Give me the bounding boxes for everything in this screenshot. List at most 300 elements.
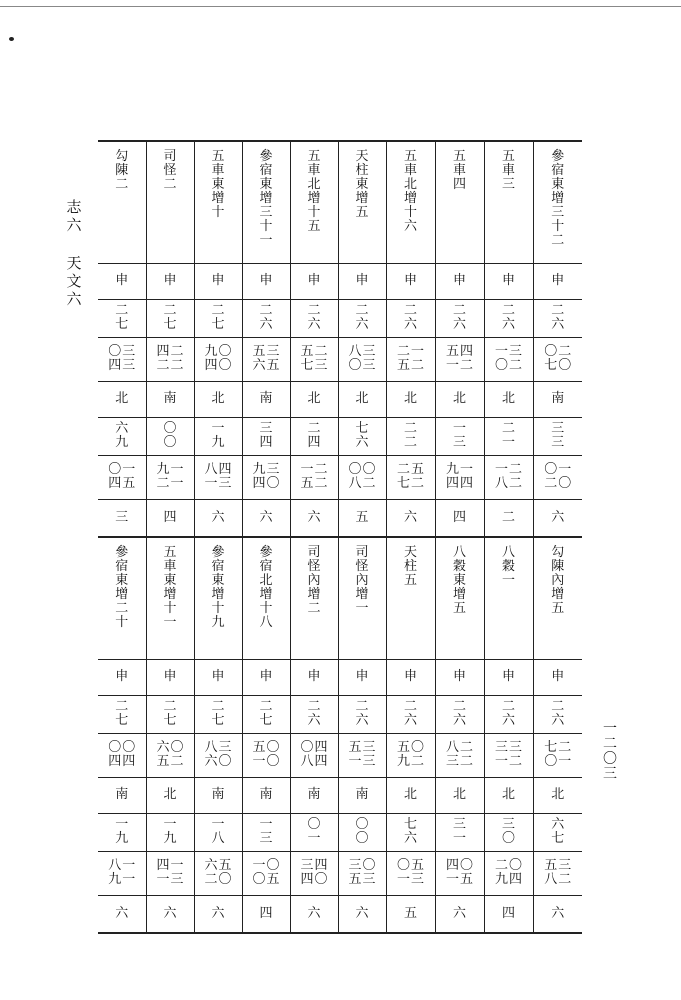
lodge-cell-text: 申 bbox=[403, 669, 417, 684]
direction-cell bbox=[194, 777, 242, 813]
direction-cell bbox=[533, 777, 582, 813]
direction-cell bbox=[146, 381, 194, 417]
degree-cell bbox=[338, 695, 386, 733]
table-row bbox=[98, 813, 582, 851]
star-name: 司 怪 內 增 一 bbox=[355, 545, 369, 616]
latitude-minute-cell-text: 四 〇 三 四 bbox=[300, 858, 328, 887]
latitude-degree-cell bbox=[533, 417, 582, 455]
latitude-minute-cell bbox=[533, 851, 582, 895]
direction-cell-text: 北 bbox=[452, 391, 466, 406]
star-name-cell bbox=[242, 141, 290, 263]
magnitude-cell-text: 三 bbox=[115, 509, 129, 525]
degree-cell-text: 二 六 bbox=[501, 303, 515, 332]
direction-cell bbox=[435, 381, 484, 417]
minute-cell bbox=[338, 733, 386, 777]
magnitude-cell-text: 六 bbox=[115, 905, 129, 921]
latitude-minute-cell bbox=[435, 455, 484, 499]
table-row bbox=[98, 499, 582, 537]
direction-cell-text: 南 bbox=[163, 391, 177, 406]
latitude-degree-cell-text: 三 三 bbox=[551, 421, 565, 450]
minute-cell-text: 三 〇 八 六 bbox=[204, 740, 232, 769]
minute-cell-text: 三 五 五 六 bbox=[252, 344, 280, 373]
magnitude-cell-text: 六 bbox=[163, 905, 177, 921]
star-name: 參 宿 東 增 三 十 二 bbox=[551, 149, 565, 248]
degree-cell-text: 二 七 bbox=[163, 303, 177, 332]
table-row bbox=[98, 895, 582, 933]
star-name-cell bbox=[98, 537, 146, 659]
latitude-degree-cell-text: 三 四 bbox=[259, 421, 273, 450]
magnitude-cell-text: 六 bbox=[307, 509, 321, 525]
star-name: 天 柱 東 增 五 bbox=[355, 149, 369, 220]
lodge-cell bbox=[290, 263, 338, 299]
minute-cell bbox=[386, 337, 435, 381]
latitude-degree-cell bbox=[435, 813, 484, 851]
degree-cell bbox=[290, 299, 338, 337]
latitude-degree-cell bbox=[484, 417, 533, 455]
lodge-cell-text: 申 bbox=[551, 273, 565, 288]
star-name-cell bbox=[146, 141, 194, 263]
latitude-minute-cell-text: 五 〇 六 二 bbox=[204, 858, 232, 887]
direction-cell-text: 南 bbox=[259, 787, 273, 802]
latitude-minute-cell bbox=[194, 851, 242, 895]
star-name-cell bbox=[98, 141, 146, 263]
magnitude-cell-text: 六 bbox=[211, 905, 225, 921]
direction-cell-text: 北 bbox=[163, 787, 177, 802]
chapter-margin-label bbox=[64, 198, 84, 308]
latitude-degree-cell bbox=[194, 417, 242, 455]
lodge-cell-text: 申 bbox=[211, 669, 225, 684]
chapter-title: 志 六 bbox=[66, 198, 82, 234]
lodge-cell bbox=[290, 659, 338, 695]
star-name-cell bbox=[194, 141, 242, 263]
table-row bbox=[98, 263, 582, 299]
latitude-minute-cell-text: 三 二 五 八 bbox=[544, 858, 572, 887]
latitude-degree-cell bbox=[146, 417, 194, 455]
latitude-minute-cell-text: 一 一 八 九 bbox=[108, 858, 136, 887]
latitude-degree-cell bbox=[338, 417, 386, 455]
latitude-degree-cell bbox=[242, 417, 290, 455]
star-name-cell bbox=[194, 537, 242, 659]
magnitude-cell bbox=[290, 499, 338, 537]
degree-cell bbox=[242, 695, 290, 733]
star-name: 參 宿 東 增 三 十 一 bbox=[259, 149, 273, 248]
lodge-cell-text: 申 bbox=[355, 669, 369, 684]
direction-cell bbox=[533, 381, 582, 417]
latitude-minute-cell bbox=[146, 455, 194, 499]
magnitude-cell-text: 五 bbox=[403, 905, 417, 921]
degree-cell bbox=[98, 695, 146, 733]
minute-cell bbox=[386, 733, 435, 777]
latitude-degree-cell-text: 三 一 bbox=[452, 817, 466, 846]
direction-cell bbox=[242, 381, 290, 417]
latitude-minute-cell bbox=[98, 851, 146, 895]
latitude-minute-cell bbox=[435, 851, 484, 895]
minute-cell bbox=[338, 337, 386, 381]
star-name-cell bbox=[386, 141, 435, 263]
star-name: 八 穀 一 bbox=[501, 545, 515, 588]
latitude-minute-cell bbox=[290, 851, 338, 895]
latitude-minute-cell bbox=[386, 455, 435, 499]
latitude-minute-cell-text: 五 二 二 七 bbox=[396, 462, 424, 491]
degree-cell bbox=[484, 299, 533, 337]
table-row bbox=[98, 299, 582, 337]
minute-cell-text: 三 三 八 〇 bbox=[348, 344, 376, 373]
lodge-cell bbox=[484, 659, 533, 695]
lodge-cell bbox=[435, 263, 484, 299]
star-name: 五 車 東 增 十 一 bbox=[163, 545, 177, 630]
magnitude-cell bbox=[338, 499, 386, 537]
magnitude-cell bbox=[194, 895, 242, 933]
direction-cell-text: 南 bbox=[115, 787, 129, 802]
degree-cell bbox=[194, 695, 242, 733]
star-name-row bbox=[98, 537, 582, 659]
lodge-cell-text: 申 bbox=[115, 669, 129, 684]
degree-cell-text: 二 七 bbox=[115, 303, 129, 332]
direction-cell-text: 南 bbox=[307, 787, 321, 802]
magnitude-cell bbox=[484, 499, 533, 537]
minute-cell-text: 二 二 四 二 bbox=[156, 344, 184, 373]
lodge-cell-text: 申 bbox=[163, 669, 177, 684]
star-name-cell bbox=[386, 537, 435, 659]
star-name-cell bbox=[484, 141, 533, 263]
minute-cell-text: 一 二 二 五 bbox=[396, 344, 424, 373]
minute-cell bbox=[435, 337, 484, 381]
latitude-minute-cell-text: 一 四 九 四 bbox=[445, 462, 473, 491]
direction-cell bbox=[290, 777, 338, 813]
star-name-row bbox=[98, 141, 582, 263]
lodge-cell bbox=[533, 659, 582, 695]
star-name-cell bbox=[435, 537, 484, 659]
lodge-cell-text: 申 bbox=[501, 669, 515, 684]
star-catalog-table bbox=[98, 140, 582, 934]
degree-cell bbox=[435, 695, 484, 733]
degree-cell-text: 二 六 bbox=[355, 303, 369, 332]
minute-cell-text: 〇 二 六 五 bbox=[156, 740, 184, 769]
minute-cell-text: 〇 四 〇 四 bbox=[108, 740, 136, 769]
minute-cell bbox=[194, 337, 242, 381]
lodge-cell bbox=[533, 263, 582, 299]
latitude-minute-cell bbox=[386, 851, 435, 895]
lodge-cell bbox=[242, 659, 290, 695]
degree-cell-text: 二 六 bbox=[452, 303, 466, 332]
latitude-degree-cell-text: 一 三 bbox=[452, 421, 466, 450]
lodge-cell-text: 申 bbox=[403, 273, 417, 288]
section-title: 天 文 六 bbox=[66, 254, 82, 308]
direction-cell-text: 北 bbox=[115, 391, 129, 406]
table-row bbox=[98, 733, 582, 777]
magnitude-cell-text: 六 bbox=[403, 509, 417, 525]
degree-cell bbox=[533, 695, 582, 733]
latitude-minute-cell bbox=[338, 851, 386, 895]
latitude-minute-cell-text: 〇 五 四 一 bbox=[445, 858, 473, 887]
degree-cell-text: 二 六 bbox=[307, 303, 321, 332]
minute-cell-text: 二 三 五 七 bbox=[300, 344, 328, 373]
latitude-minute-cell-text: 二 二 一 八 bbox=[494, 462, 522, 491]
star-name: 參 宿 東 增 十 九 bbox=[211, 545, 225, 630]
direction-cell bbox=[435, 777, 484, 813]
lodge-cell-text: 申 bbox=[259, 273, 273, 288]
lodge-cell bbox=[386, 263, 435, 299]
direction-cell bbox=[242, 777, 290, 813]
star-name: 五 車 四 bbox=[452, 149, 466, 192]
latitude-degree-cell-text: 〇 〇 bbox=[163, 421, 177, 450]
latitude-degree-cell bbox=[484, 813, 533, 851]
direction-cell bbox=[194, 381, 242, 417]
magnitude-cell bbox=[242, 499, 290, 537]
latitude-minute-cell bbox=[290, 455, 338, 499]
latitude-degree-cell-text: 六 七 bbox=[551, 817, 565, 846]
magnitude-cell-text: 六 bbox=[551, 509, 565, 525]
minute-cell bbox=[146, 733, 194, 777]
lodge-cell bbox=[338, 263, 386, 299]
magnitude-cell bbox=[146, 499, 194, 537]
latitude-minute-cell bbox=[242, 455, 290, 499]
latitude-minute-cell-text: 〇 三 三 五 bbox=[348, 858, 376, 887]
minute-cell-text: 三 三 五 一 bbox=[348, 740, 376, 769]
direction-cell bbox=[290, 381, 338, 417]
minute-cell-text: 二 二 八 三 bbox=[445, 740, 473, 769]
latitude-minute-cell bbox=[194, 455, 242, 499]
star-name-cell bbox=[242, 537, 290, 659]
page-number-text: 一 二 〇 三 bbox=[603, 721, 617, 782]
table-row bbox=[98, 659, 582, 695]
direction-cell bbox=[386, 777, 435, 813]
minute-cell bbox=[146, 337, 194, 381]
lodge-cell bbox=[484, 263, 533, 299]
magnitude-cell bbox=[386, 895, 435, 933]
direction-cell-text: 北 bbox=[452, 787, 466, 802]
latitude-minute-cell-text: 一 五 〇 四 bbox=[108, 462, 136, 491]
latitude-degree-cell bbox=[98, 417, 146, 455]
degree-cell-text: 二 六 bbox=[355, 699, 369, 728]
minute-cell bbox=[435, 733, 484, 777]
star-name: 五 車 北 增 十 六 bbox=[403, 149, 417, 234]
lodge-cell bbox=[146, 659, 194, 695]
minute-cell bbox=[484, 733, 533, 777]
degree-cell-text: 二 七 bbox=[211, 699, 225, 728]
degree-cell-text: 二 六 bbox=[259, 303, 273, 332]
lodge-cell-text: 申 bbox=[452, 669, 466, 684]
lodge-cell-text: 申 bbox=[452, 273, 466, 288]
latitude-degree-cell bbox=[242, 813, 290, 851]
latitude-minute-cell-text: 二 二 一 五 bbox=[300, 462, 328, 491]
degree-cell bbox=[194, 299, 242, 337]
degree-cell bbox=[386, 695, 435, 733]
star-name: 五 車 東 增 十 bbox=[211, 149, 225, 220]
star-name: 參 宿 東 增 二 十 bbox=[115, 545, 129, 630]
magnitude-cell bbox=[435, 499, 484, 537]
degree-cell-text: 二 六 bbox=[452, 699, 466, 728]
minute-cell-text: 二 一 七 〇 bbox=[544, 740, 572, 769]
degree-cell bbox=[98, 299, 146, 337]
magnitude-cell-text: 四 bbox=[259, 905, 273, 921]
lodge-cell bbox=[98, 263, 146, 299]
direction-cell-text: 北 bbox=[355, 391, 369, 406]
latitude-minute-cell-text: 四 三 八 一 bbox=[204, 462, 232, 491]
degree-cell bbox=[484, 695, 533, 733]
latitude-minute-cell-text: 〇 二 〇 八 bbox=[348, 462, 376, 491]
star-name: 五 車 北 增 十 五 bbox=[307, 149, 321, 234]
degree-cell bbox=[290, 695, 338, 733]
latitude-degree-cell-text: 七 六 bbox=[355, 421, 369, 450]
minute-cell-text: 三 三 〇 四 bbox=[108, 344, 136, 373]
table-row bbox=[98, 455, 582, 499]
degree-cell-text: 二 六 bbox=[403, 699, 417, 728]
star-name-cell bbox=[533, 537, 582, 659]
star-name-cell bbox=[146, 537, 194, 659]
minute-cell bbox=[98, 337, 146, 381]
direction-cell-text: 北 bbox=[307, 391, 321, 406]
latitude-minute-cell-text: 〇 四 二 九 bbox=[494, 858, 522, 887]
direction-cell bbox=[338, 381, 386, 417]
latitude-degree-cell bbox=[338, 813, 386, 851]
magnitude-cell bbox=[194, 499, 242, 537]
direction-cell-text: 南 bbox=[211, 787, 225, 802]
degree-cell bbox=[338, 299, 386, 337]
latitude-degree-cell-text: 三 〇 bbox=[501, 817, 515, 846]
minute-cell-text: 二 〇 〇 七 bbox=[544, 344, 572, 373]
lodge-cell-text: 申 bbox=[307, 669, 321, 684]
latitude-degree-cell-text: 一 九 bbox=[163, 817, 177, 846]
star-name-cell bbox=[484, 537, 533, 659]
minute-cell bbox=[98, 733, 146, 777]
star-name: 司 怪 二 bbox=[163, 149, 177, 192]
lodge-cell-text: 申 bbox=[307, 273, 321, 288]
lodge-cell bbox=[98, 659, 146, 695]
lodge-cell-text: 申 bbox=[115, 273, 129, 288]
direction-cell bbox=[146, 777, 194, 813]
minute-cell bbox=[242, 337, 290, 381]
latitude-minute-cell bbox=[242, 851, 290, 895]
magnitude-cell-text: 二 bbox=[501, 509, 515, 525]
magnitude-cell-text: 六 bbox=[355, 905, 369, 921]
lodge-cell bbox=[146, 263, 194, 299]
direction-cell bbox=[98, 777, 146, 813]
degree-cell-text: 二 七 bbox=[163, 699, 177, 728]
lodge-cell bbox=[194, 659, 242, 695]
star-name: 參 宿 北 增 十 八 bbox=[259, 545, 273, 630]
lodge-cell-text: 申 bbox=[355, 273, 369, 288]
minute-cell bbox=[290, 337, 338, 381]
star-name-cell bbox=[338, 537, 386, 659]
latitude-degree-cell bbox=[290, 813, 338, 851]
magnitude-cell bbox=[338, 895, 386, 933]
degree-cell bbox=[146, 695, 194, 733]
degree-cell bbox=[533, 299, 582, 337]
lodge-cell-text: 申 bbox=[163, 273, 177, 288]
latitude-minute-cell bbox=[484, 851, 533, 895]
star-name-cell bbox=[435, 141, 484, 263]
direction-cell bbox=[484, 777, 533, 813]
direction-cell-text: 北 bbox=[501, 391, 515, 406]
minute-cell-text: 四 四 〇 八 bbox=[300, 740, 328, 769]
direction-cell-text: 南 bbox=[259, 391, 273, 406]
latitude-degree-cell-text: 二 四 bbox=[307, 421, 321, 450]
latitude-minute-cell-text: 一 三 四 一 bbox=[156, 858, 184, 887]
degree-cell-text: 二 六 bbox=[501, 699, 515, 728]
magnitude-cell bbox=[533, 895, 582, 933]
latitude-degree-cell-text: 六 九 bbox=[115, 421, 129, 450]
degree-cell bbox=[386, 299, 435, 337]
latitude-degree-cell bbox=[194, 813, 242, 851]
table-row bbox=[98, 695, 582, 733]
magnitude-cell-text: 四 bbox=[163, 509, 177, 525]
latitude-minute-cell bbox=[484, 455, 533, 499]
latitude-degree-cell-text: 〇 〇 bbox=[355, 817, 369, 846]
magnitude-cell-text: 六 bbox=[452, 905, 466, 921]
minute-cell-text: 〇 〇 九 四 bbox=[204, 344, 232, 373]
magnitude-cell bbox=[98, 895, 146, 933]
latitude-degree-cell-text: 〇 一 bbox=[307, 817, 321, 846]
degree-cell-text: 二 六 bbox=[551, 699, 565, 728]
direction-cell-text: 北 bbox=[551, 787, 565, 802]
magnitude-cell-text: 六 bbox=[551, 905, 565, 921]
latitude-minute-cell bbox=[146, 851, 194, 895]
magnitude-cell bbox=[484, 895, 533, 933]
minute-cell-text: 〇 二 五 九 bbox=[396, 740, 424, 769]
minute-cell bbox=[484, 337, 533, 381]
lodge-cell bbox=[338, 659, 386, 695]
direction-cell-text: 北 bbox=[211, 391, 225, 406]
star-name: 五 車 三 bbox=[501, 149, 515, 192]
latitude-degree-cell bbox=[290, 417, 338, 455]
magnitude-cell-text: 六 bbox=[307, 905, 321, 921]
magnitude-cell-text: 六 bbox=[259, 509, 273, 525]
latitude-degree-cell-text: 七 六 bbox=[403, 817, 417, 846]
star-name: 司 怪 內 增 二 bbox=[307, 545, 321, 616]
magnitude-cell-text: 五 bbox=[355, 509, 369, 525]
lodge-cell-text: 申 bbox=[501, 273, 515, 288]
page-number bbox=[600, 722, 620, 782]
degree-cell bbox=[146, 299, 194, 337]
latitude-degree-cell-text: 一 三 bbox=[259, 817, 273, 846]
table-row bbox=[98, 777, 582, 813]
lodge-cell bbox=[194, 263, 242, 299]
degree-cell bbox=[242, 299, 290, 337]
lodge-cell-text: 申 bbox=[211, 273, 225, 288]
magnitude-cell bbox=[290, 895, 338, 933]
minute-cell bbox=[242, 733, 290, 777]
latitude-minute-cell-text: 一 〇 〇 二 bbox=[544, 462, 572, 491]
lodge-cell-text: 申 bbox=[259, 669, 273, 684]
minute-cell bbox=[290, 733, 338, 777]
magnitude-cell bbox=[435, 895, 484, 933]
degree-cell-text: 二 六 bbox=[551, 303, 565, 332]
star-name: 勾 陳 二 bbox=[115, 149, 129, 192]
magnitude-cell-text: 六 bbox=[211, 509, 225, 525]
latitude-minute-cell bbox=[533, 455, 582, 499]
latitude-degree-cell-text: 二 二 bbox=[403, 421, 417, 450]
degree-cell-text: 二 六 bbox=[307, 699, 321, 728]
latitude-degree-cell-text: 一 九 bbox=[211, 421, 225, 450]
latitude-degree-cell-text: 二 一 bbox=[501, 421, 515, 450]
star-name-cell bbox=[338, 141, 386, 263]
latitude-minute-cell-text: 〇 五 一 〇 bbox=[252, 858, 280, 887]
latitude-degree-cell-text: 一 八 bbox=[211, 817, 225, 846]
star-name: 天 柱 五 bbox=[403, 545, 417, 588]
degree-cell bbox=[435, 299, 484, 337]
degree-cell-text: 二 七 bbox=[259, 699, 273, 728]
magnitude-cell bbox=[386, 499, 435, 537]
lodge-cell-text: 申 bbox=[551, 669, 565, 684]
direction-cell-text: 南 bbox=[355, 787, 369, 802]
latitude-degree-cell bbox=[386, 417, 435, 455]
lodge-cell bbox=[386, 659, 435, 695]
table-row bbox=[98, 417, 582, 455]
degree-cell-text: 二 七 bbox=[115, 699, 129, 728]
star-name: 八 穀 東 增 五 bbox=[452, 545, 466, 616]
star-name-cell bbox=[533, 141, 582, 263]
